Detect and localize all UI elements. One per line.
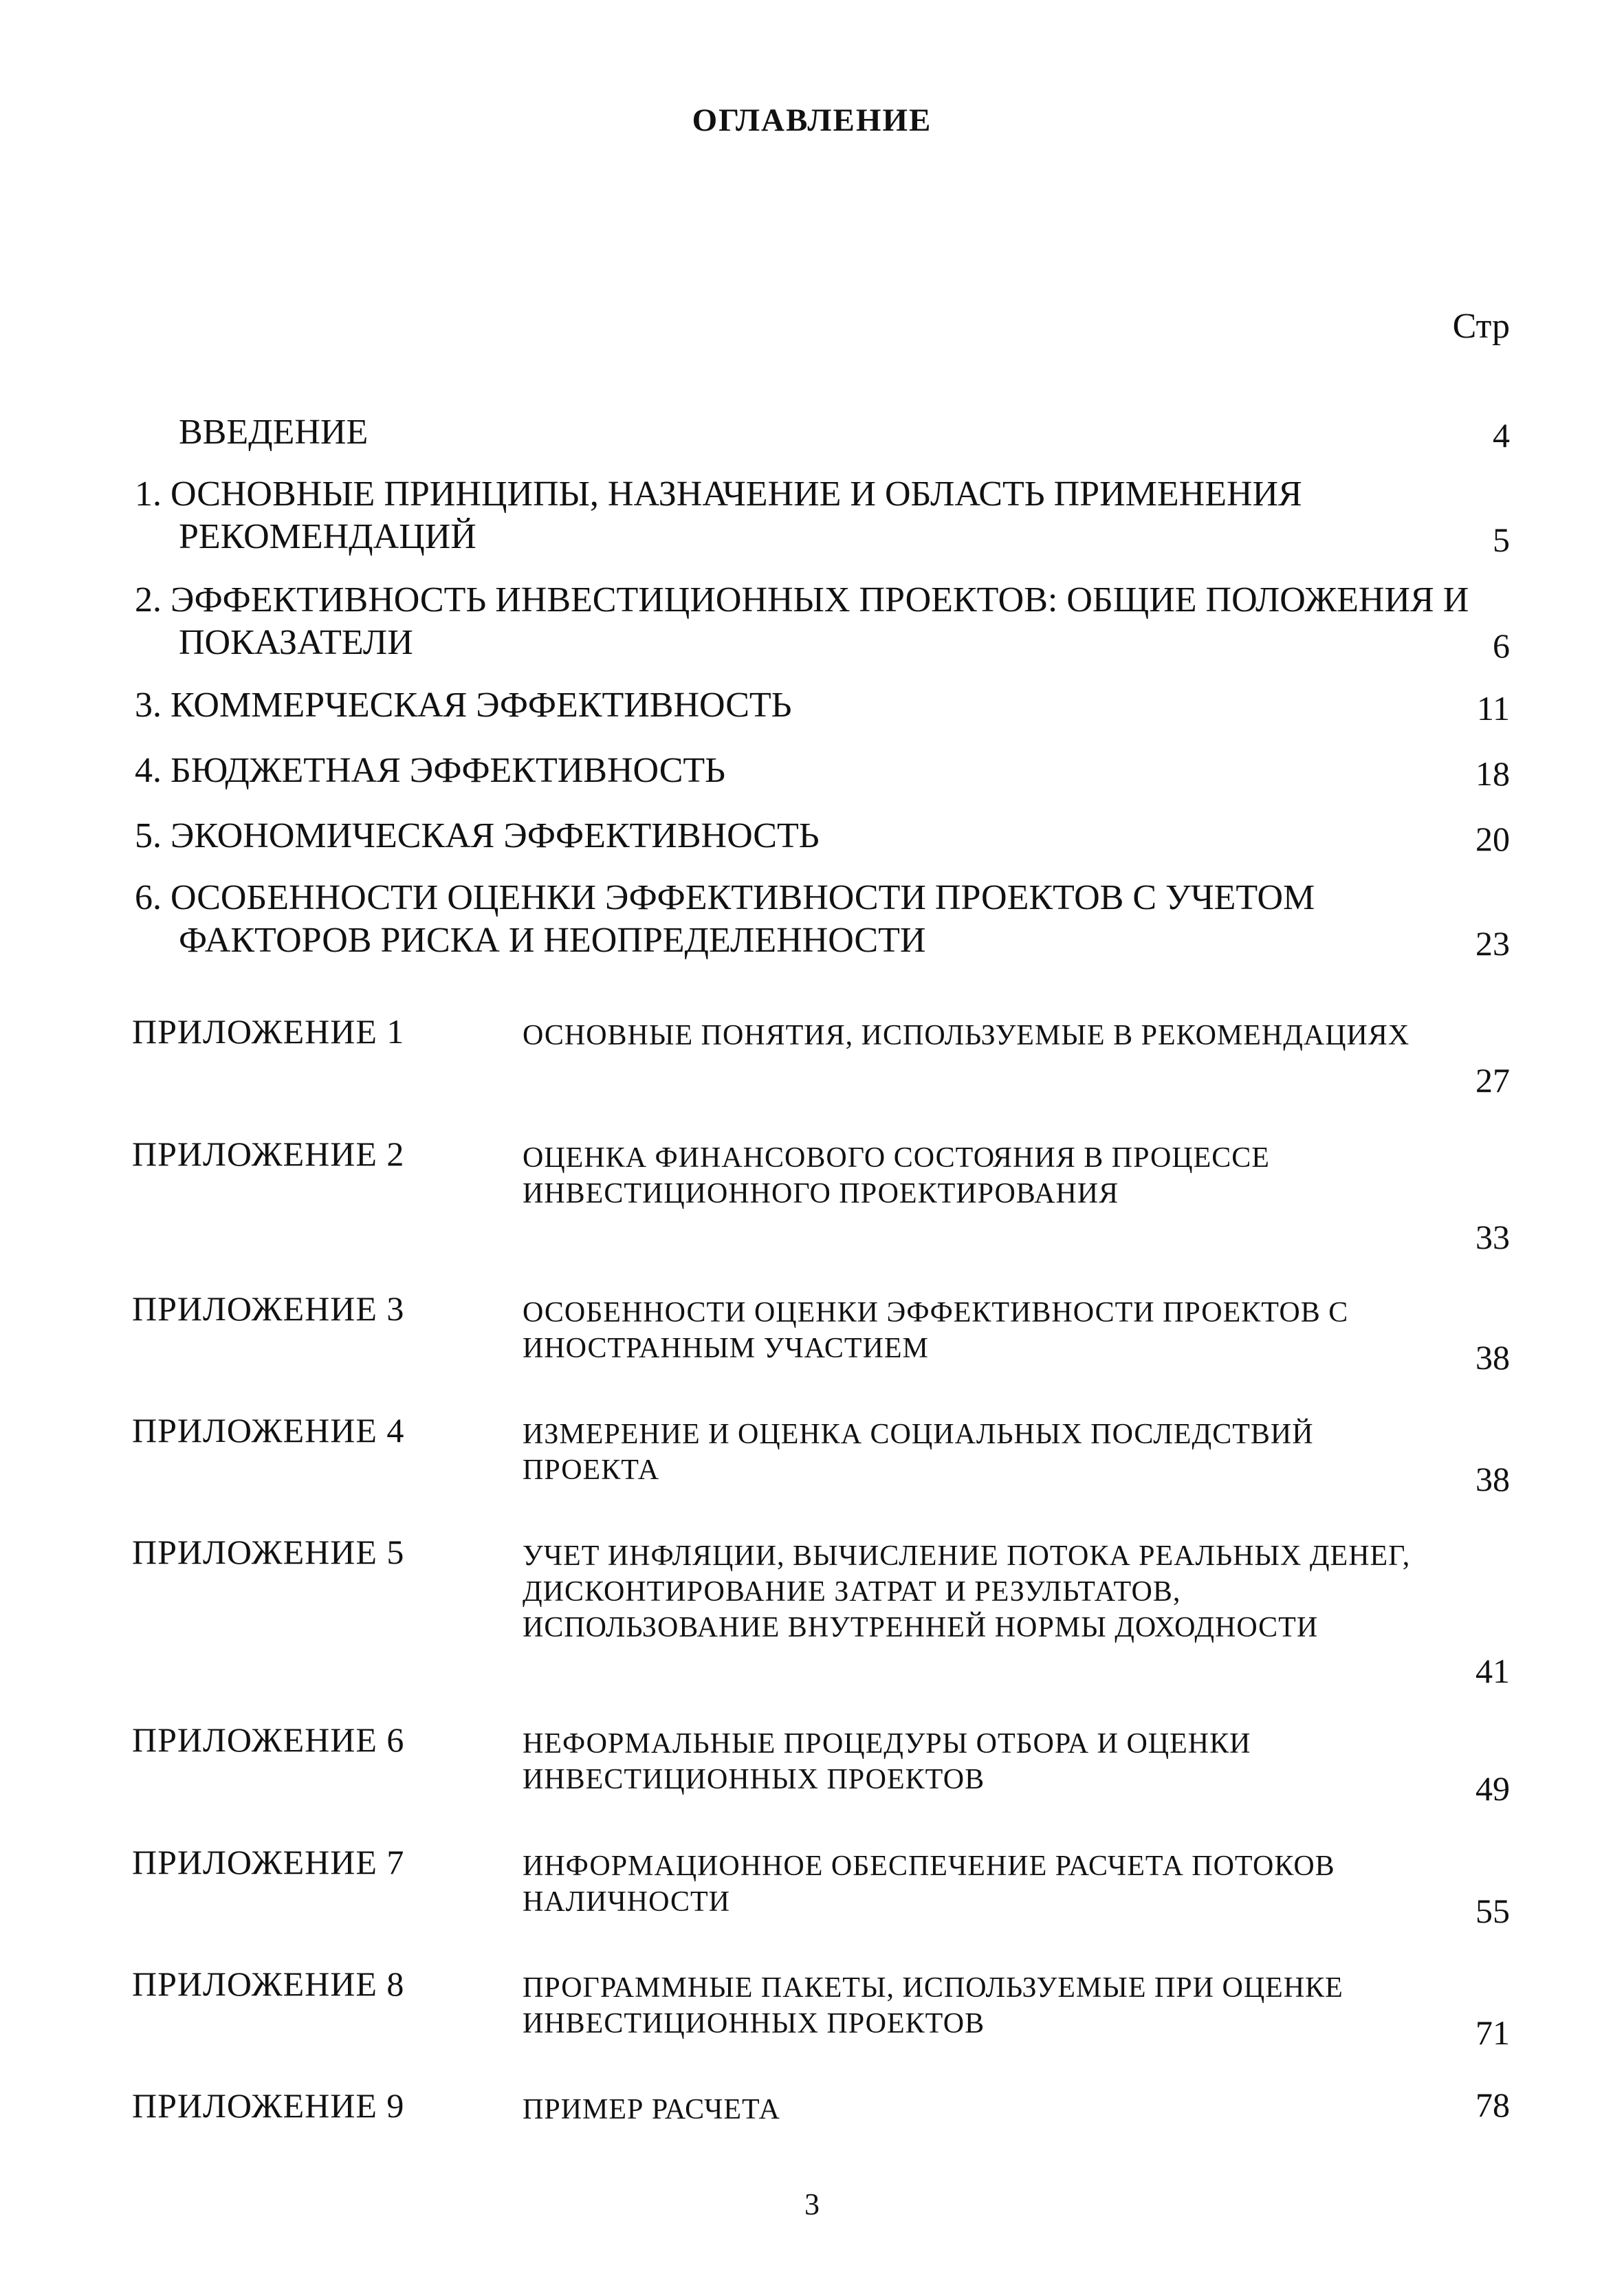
toc-entry-appendix-6[interactable] <box>132 1719 1510 1815</box>
appendix-description: ОСНОВНЫЕ ПОНЯТИЯ, ИСПОЛЬЗУЕМЫЕ В РЕКОМЕНДАЦИЯХ <box>523 1020 1410 1051</box>
appendix-description: ОЦЕНКА ФИНАНСОВОГО СОСТОЯНИЯ В ПРОЦЕССЕ ИНВЕСТИЦИОННОГО ПРОЕКТИРОВАНИЯ <box>523 1142 1270 1210</box>
toc-entry-appendix-1[interactable] <box>132 1011 1510 1107</box>
toc-entry-page: 38 <box>1475 1460 1510 1498</box>
toc-entry-page: 4 <box>1493 416 1510 455</box>
appendix-description: ИНФОРМАЦИОННОЕ ОБЕСПЕЧЕНИЕ РАСЧЕТА ПОТОКОВ НАЛИЧНОСТИ <box>523 1850 1335 1918</box>
toc-entry-appendix-5[interactable] <box>132 1531 1510 1690</box>
toc-title: ОГЛАВЛЕНИЕ <box>692 102 932 138</box>
appendix-description: ИЗМЕРЕНИЕ И ОЦЕНКА СОЦИАЛЬНЫХ ПОСЛЕДСТВИЙ ПРОЕКТА <box>523 1419 1314 1486</box>
toc-entry-section-6[interactable] <box>135 877 1510 962</box>
toc-entry-page: 11 <box>1476 689 1510 728</box>
toc-entry-label: 2. ЭФФЕКТИВНОСТЬ ИНВЕСТИЦИОННЫХ ПРОЕКТОВ: ОБЩИЕ ПОЛОЖЕНИЯ И ПОКАЗАТЕЛИ <box>135 580 1469 662</box>
toc-entry-page: 20 <box>1475 820 1510 858</box>
toc-entry-page: 78 <box>1475 2086 1510 2124</box>
toc-entry-page: 55 <box>1475 1892 1510 1930</box>
toc-entry-section-3[interactable] <box>135 684 1510 727</box>
toc-entry-label: 5. ЭКОНОМИЧЕСКАЯ ЭФФЕКТИВНОСТЬ <box>135 816 820 855</box>
toc-entry-page: 71 <box>1475 2013 1510 2052</box>
appendix-description: НЕФОРМАЛЬНЫЕ ПРОЦЕДУРЫ ОТБОРА И ОЦЕНКИ ИНВЕСТИЦИОННЫХ ПРОЕКТОВ <box>523 1728 1251 1795</box>
appendix-name: ПРИЛОЖЕНИЕ 2 <box>132 1135 405 1173</box>
toc-entry-page: 41 <box>1475 1652 1510 1690</box>
toc-entry-appendix-4[interactable] <box>132 1410 1510 1506</box>
appendix-name: ПРИЛОЖЕНИЕ 4 <box>132 1411 405 1450</box>
toc-entry-page: 6 <box>1493 626 1510 665</box>
toc-entry-page: 33 <box>1475 1218 1510 1256</box>
toc-entry-appendix-3[interactable] <box>132 1288 1510 1384</box>
toc-entry-page: 5 <box>1493 521 1510 559</box>
toc-entry-section-5[interactable] <box>135 815 1510 857</box>
appendix-description: ПРИМЕР РАСЧЕТА <box>523 2094 780 2125</box>
appendix-name: ПРИЛОЖЕНИЕ 3 <box>132 1289 405 1328</box>
toc-entry-label: 6. ОСОБЕННОСТИ ОЦЕНКИ ЭФФЕКТИВНОСТИ ПРОЕКТОВ С УЧЕТОМ ФАКТОРОВ РИСКА И НЕОПРЕДЕЛЕННОСТИ <box>135 878 1315 960</box>
toc-entry-appendix-2[interactable] <box>132 1133 1510 1257</box>
toc-entry-appendix-9[interactable] <box>132 2085 1510 2140</box>
page-column-header: Стр <box>1452 307 1510 346</box>
toc-entry-page: 23 <box>1475 924 1510 963</box>
toc-entry-section-2[interactable] <box>135 579 1510 664</box>
page-number: 3 <box>804 2187 820 2221</box>
appendix-description: ПРОГРАММНЫЕ ПАКЕТЫ, ИСПОЛЬЗУЕМЫЕ ПРИ ОЦЕНКЕ ИНВЕСТИЦИОННЫХ ПРОЕКТОВ <box>523 1972 1343 2040</box>
toc-entry-appendix-8[interactable] <box>132 1963 1510 2059</box>
toc-entry-label: 3. КОММЕРЧЕСКАЯ ЭФФЕКТИВНОСТЬ <box>135 686 792 725</box>
appendix-name: ПРИЛОЖЕНИЕ 6 <box>132 1720 405 1759</box>
toc-entry-section-1[interactable] <box>135 473 1510 558</box>
toc-entry-label: 1. ОСНОВНЫЕ ПРИНЦИПЫ, НАЗНАЧЕНИЕ И ОБЛАСТЬ ПРИМЕНЕНИЯ РЕКОМЕНДАЦИЙ <box>135 474 1302 556</box>
toc-entry-label: 4. БЮДЖЕТНАЯ ЭФФЕКТИВНОСТЬ <box>135 751 726 790</box>
appendix-description: УЧЕТ ИНФЛЯЦИИ, ВЫЧИСЛЕНИЕ ПОТОКА РЕАЛЬНЫХ ДЕНЕГ, ДИСКОНТИРОВАНИЕ ЗАТРАТ И РЕЗУЛЬТАТОВ, ИСПОЛЬЗОВАНИЕ ВНУТРЕННЕЙ НОРМЫ ДОХОДНОСТИ <box>523 1540 1411 1643</box>
toc-entry-page: 38 <box>1475 1338 1510 1377</box>
toc-entry-page: 27 <box>1475 1061 1510 1100</box>
appendix-name: ПРИЛОЖЕНИЕ 1 <box>132 1012 405 1051</box>
toc-entry-page: 18 <box>1475 754 1510 793</box>
appendix-name: ПРИЛОЖЕНИЕ 5 <box>132 1533 405 1571</box>
appendix-name: ПРИЛОЖЕНИЕ 8 <box>132 1965 405 2003</box>
toc-entry-introduction[interactable] <box>135 411 1510 454</box>
toc-entry-label: ВВЕДЕНИЕ <box>179 413 369 452</box>
appendix-name: ПРИЛОЖЕНИЕ 7 <box>132 1843 405 1881</box>
toc-entry-section-4[interactable] <box>135 750 1510 792</box>
appendix-name: ПРИЛОЖЕНИЕ 9 <box>132 2086 405 2125</box>
appendix-description: ОСОБЕННОСТИ ОЦЕНКИ ЭФФЕКТИВНОСТИ ПРОЕКТОВ С ИНОСТРАННЫМ УЧАСТИЕМ <box>523 1297 1349 1364</box>
toc-entry-appendix-7[interactable] <box>132 1841 1510 1938</box>
toc-entry-page: 49 <box>1475 1769 1510 1808</box>
